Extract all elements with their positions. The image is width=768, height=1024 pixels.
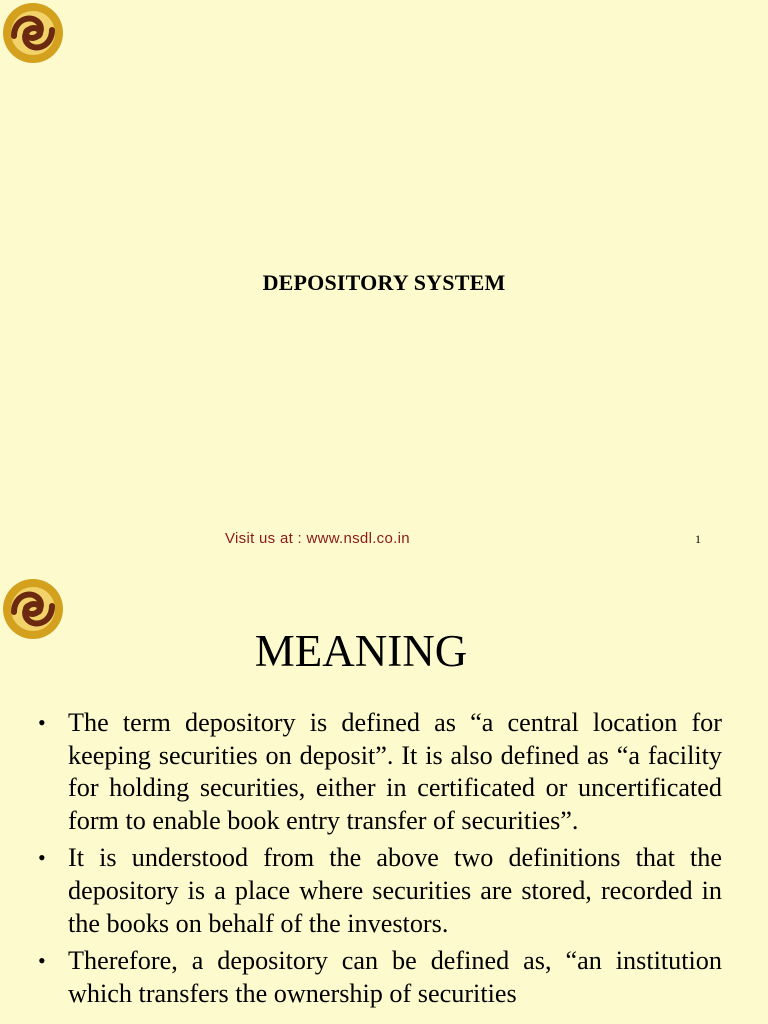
bullet-item: • The term depository is defined as “a central location for keeping securities on deposit”. It is also defined as “a facility for holding securities, either in certificated or uncertificated form to enable book entry transfer of securities”. <box>38 707 722 837</box>
slide-title: DEPOSITORY SYSTEM <box>262 270 506 295</box>
bullet-item: • Therefore, a depository can be defined as, “an institution which transfers the ownership of securities <box>38 945 722 1010</box>
slide-heading: MEANING <box>254 626 468 676</box>
bullet-item: • It is understood from the above two definitions that the depository is a place where securities are stored, recorded in the books on behalf of the investors. <box>38 842 722 940</box>
slide-2 <box>0 570 768 1024</box>
slide-number: 1 <box>695 532 701 546</box>
website-link[interactable]: Visit us at : www.nsdl.co.in <box>225 530 410 547</box>
bullet-list <box>38 707 722 1015</box>
nsdl-logo-icon <box>0 0 66 66</box>
